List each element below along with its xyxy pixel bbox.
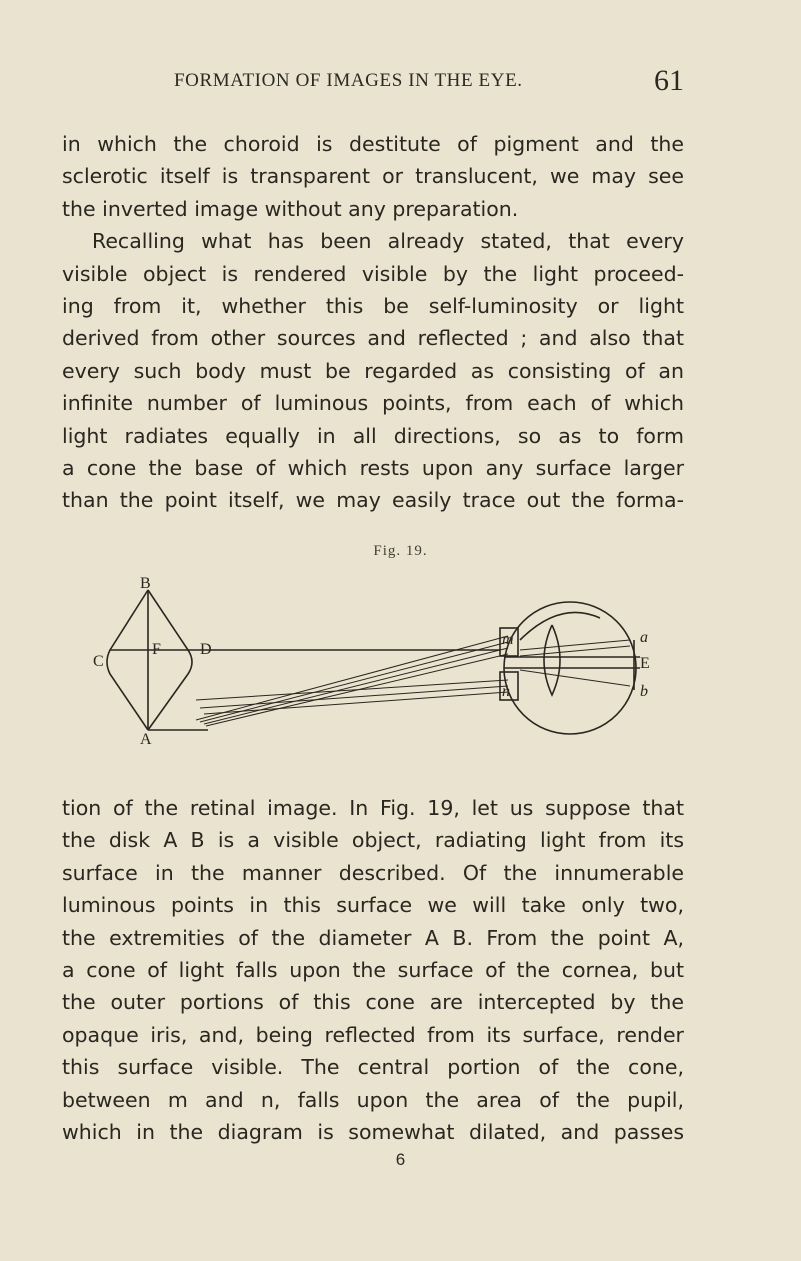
label-d: D: [200, 641, 212, 658]
object-disk-right: [148, 590, 192, 730]
text-line: in which the choroid is destitute of pigment and the: [62, 132, 684, 156]
ray: [196, 636, 508, 720]
ray: [520, 670, 630, 686]
lens: [544, 625, 560, 695]
text-line: ing from it, whether this be self-luminosity or light: [62, 294, 684, 319]
signature-mark: 6: [395, 1150, 406, 1169]
label-e: E: [640, 655, 650, 672]
label-f: F: [152, 641, 161, 658]
text-line: a cone the base of which rests upon any surface larger: [62, 456, 684, 481]
text-line: visible object is rendered visible by the light proceed-: [62, 261, 684, 286]
text-line: the disk A B is a visible object, radiating light from its: [62, 828, 684, 853]
label-a-lower: A: [140, 731, 152, 748]
text-line: sclerotic itself is transparent or translucent, we may see: [62, 164, 684, 189]
label-b-italic: b: [640, 683, 648, 700]
text-line: between m and n, falls upon the area of the pupil,: [62, 1087, 684, 1112]
text-line: than the point itself, we may easily trace out the forma-: [62, 488, 684, 513]
ray: [520, 640, 630, 650]
text-line: luminous points in this surface we will take only two,: [62, 893, 684, 918]
text-line: every such body must be regarded as consisting of an: [62, 358, 684, 383]
cornea-curve: [520, 612, 600, 640]
label-c: C: [93, 653, 104, 670]
text-line: a cone of light falls upon the surface of the cornea, but: [62, 958, 684, 983]
label-b-upper: B: [140, 575, 151, 592]
label-a-italic: a: [640, 629, 648, 646]
label-n: n: [502, 683, 510, 700]
text-line: the inverted image without any preparation.: [62, 196, 519, 221]
text-line: derived from other sources and reflected ; and also that: [62, 326, 684, 351]
running-head: FORMATION OF IMAGES IN THE EYE.: [174, 70, 523, 91]
figure-caption: Fig. 19.: [373, 543, 428, 559]
text-line: opaque iris, and, being reflected from its surface, render: [62, 1022, 684, 1047]
text-line: which in the diagram is somewhat dilated, and passes: [62, 1120, 684, 1145]
object-disk-left: [107, 590, 148, 730]
text-line: infinite number of luminous points, from each of which: [62, 391, 684, 416]
ray: [204, 648, 508, 724]
ray: [204, 692, 508, 714]
ray: [520, 646, 630, 656]
text-line: the extremities of the diameter A B. From the point A,: [62, 925, 684, 950]
text-line: this surface visible. The central portion of the cone,: [62, 1055, 684, 1080]
page-number: 61: [654, 64, 684, 97]
text-line: Recalling what has been already stated, that every: [92, 229, 684, 254]
text-line: light radiates equally in all directions, so as to form: [62, 423, 684, 448]
ray: [200, 642, 508, 722]
text-block-bottom: [62, 792, 684, 1148]
text-line: the outer portions of this cone are intercepted by the: [62, 990, 684, 1015]
label-m: m: [502, 631, 514, 648]
text-line: surface in the manner described. Of the innumerable: [62, 860, 684, 885]
text-line: tion of the retinal image. In Fig. 19, let us suppose that: [62, 796, 684, 820]
